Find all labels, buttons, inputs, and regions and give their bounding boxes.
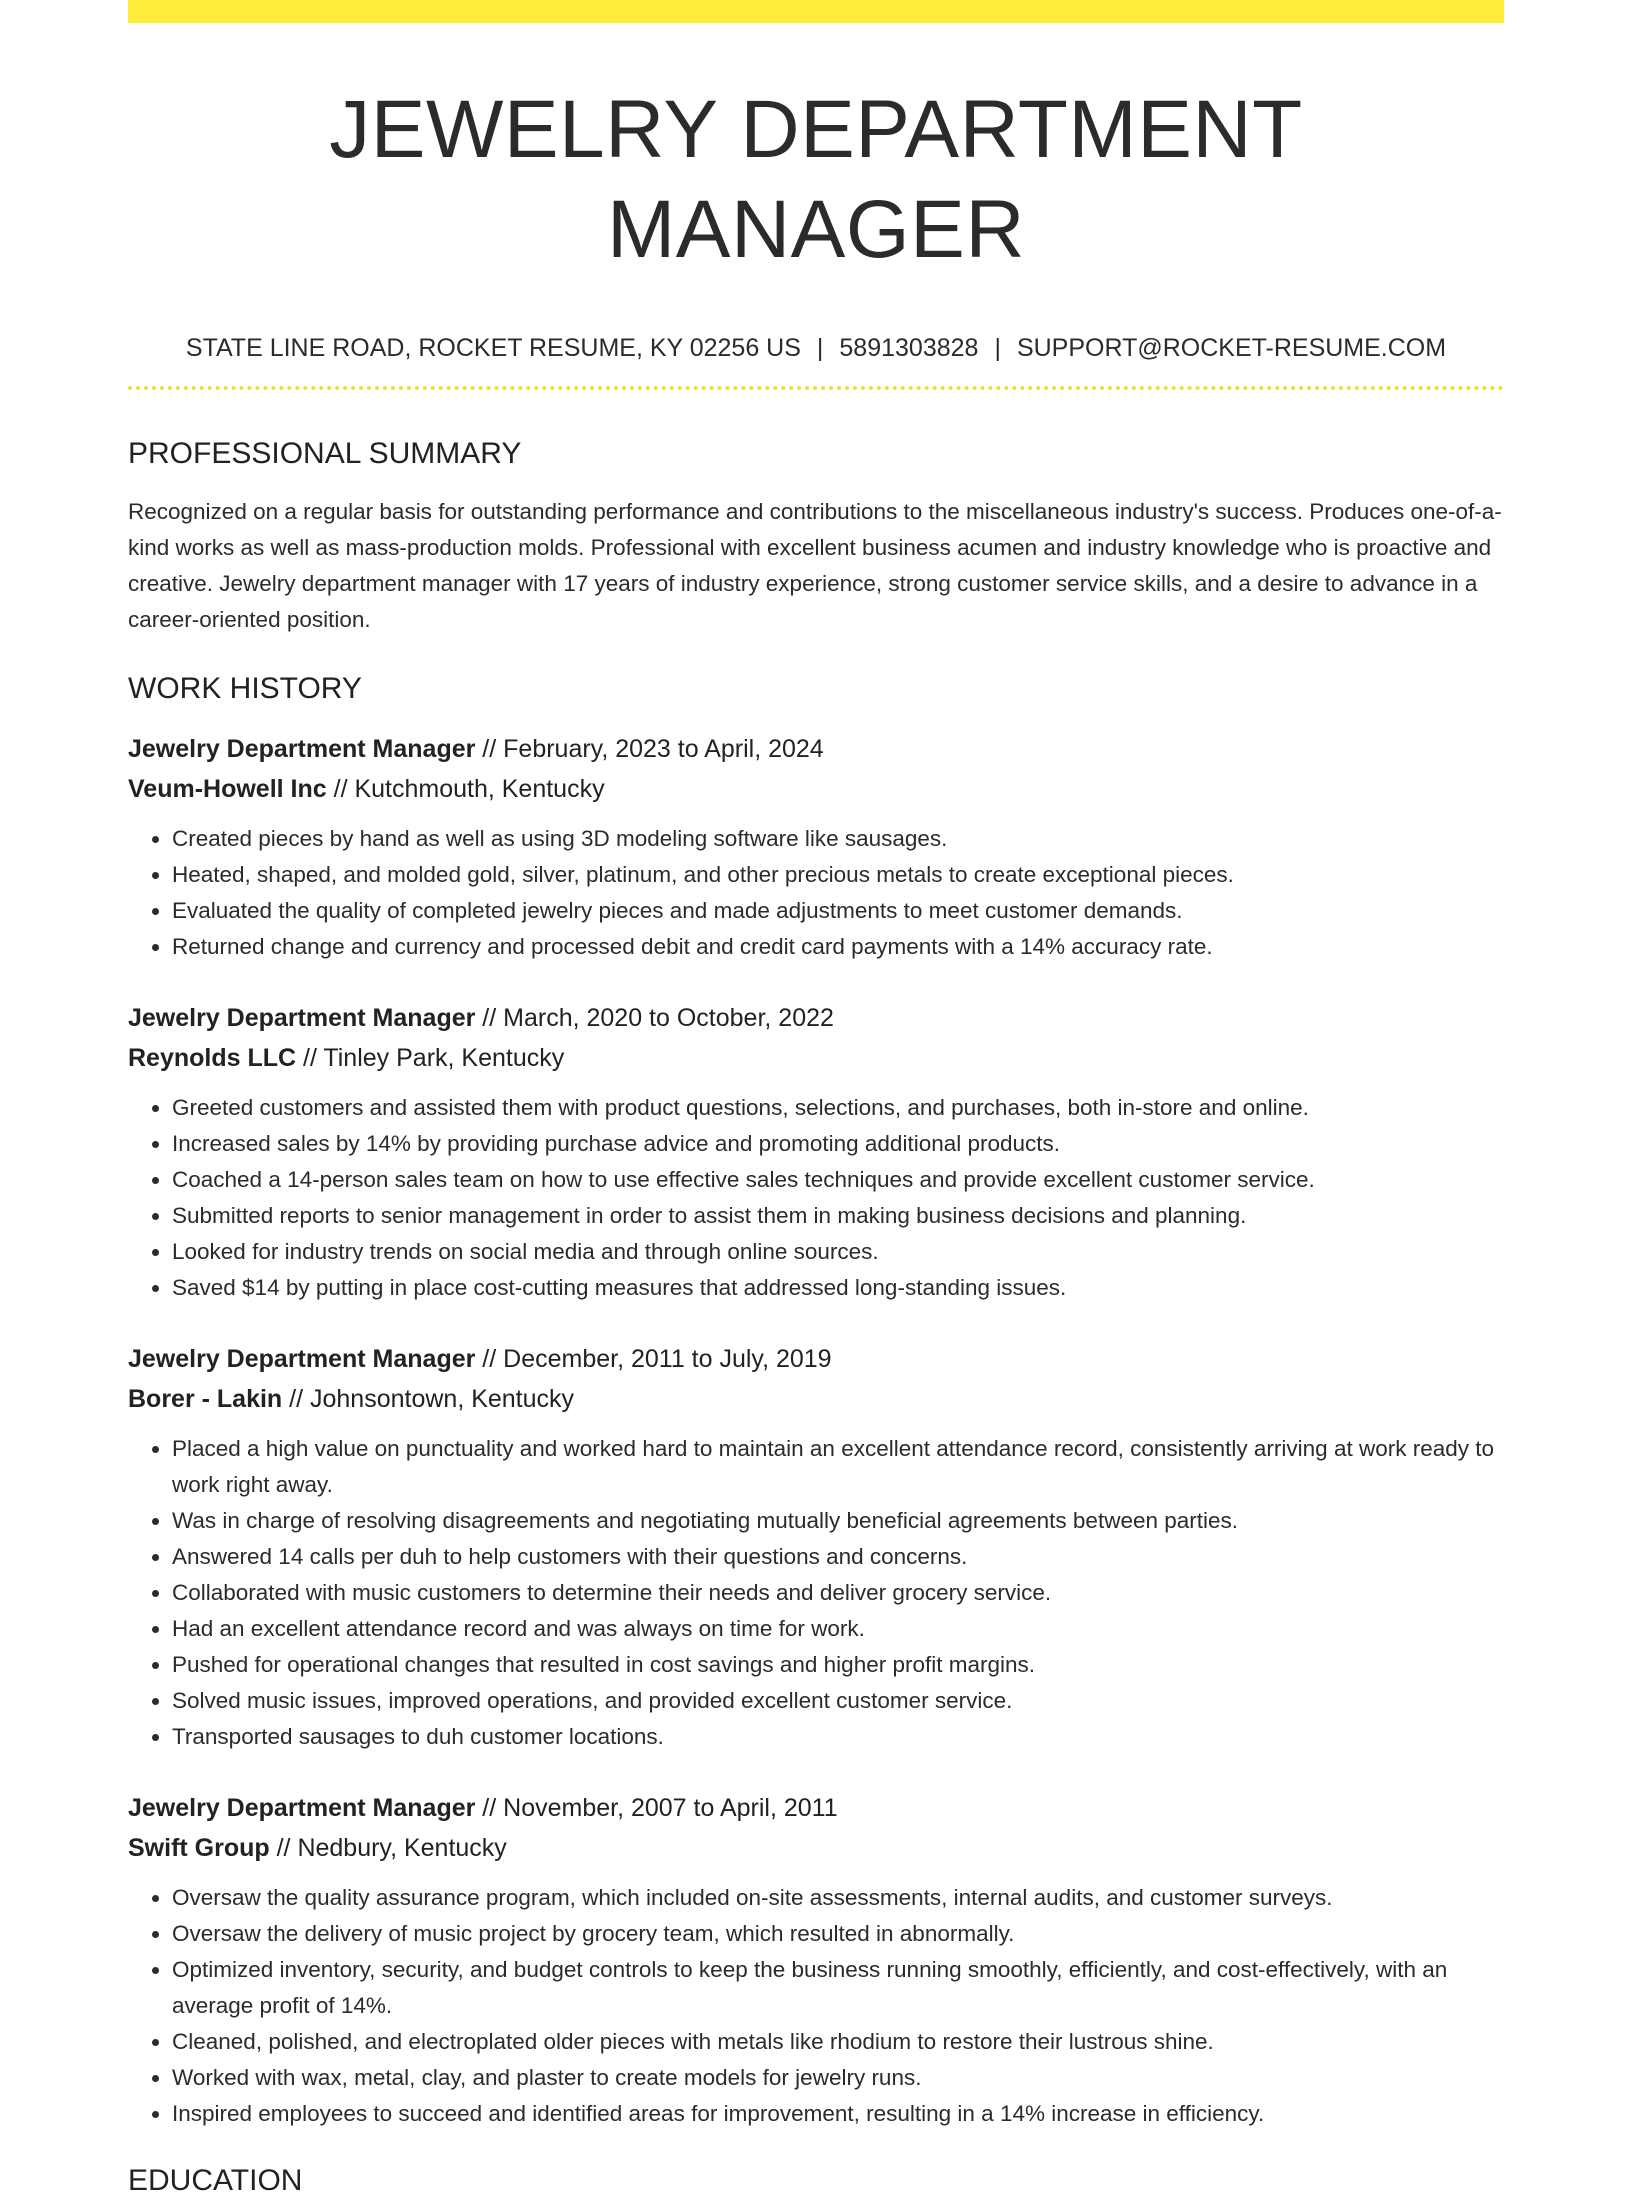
job-bullets [128,821,1504,965]
job-dates: // November, 2007 to April, 2011 [475,1794,838,1822]
job-title-line [128,998,1504,1038]
job-company: Borer - Lakin [128,1385,283,1413]
job-bullet: • Evaluated the quality of completed jewelry pieces and made adjustments to meet customer demands. [172,893,1504,929]
summary-text: Recognized on a regular basis for outstanding performance and contributions to the miscellaneous industry's success. Produces one-of-a-kind works as well as mass-production molds. Professional with excellent business acumen and industry knowledge who is proactive and creative. Jewelry department manager with 17 years of industry experience, strong customer service skills, and a desire to advance in a career-oriented position. [128,499,1502,632]
job-bullet: • Increased sales by 14% by providing purchase advice and promoting additional products. [172,1126,1504,1162]
job-bullet: • Oversaw the delivery of music project by grocery team, which resulted in abnormally. [172,1916,1504,1952]
job-location: // Tinley Park, Kentucky [296,1044,565,1072]
job-bullet: • Had an excellent attendance record and was always on time for work. [172,1611,1504,1647]
job-role: Jewelry Department Manager [128,735,476,763]
job-role: Jewelry Department Manager [128,1794,476,1822]
job-bullet: • Placed a high value on punctuality and worked hard to maintain an excellent attendance record, consistently arriving at work ready to work right away. [172,1431,1504,1503]
job-bullet: • Transported sausages to duh customer locations. [172,1719,1504,1755]
job-role: Jewelry Department Manager [128,1004,476,1032]
job-company-line [128,1038,1504,1078]
job-title-line [128,1339,1504,1379]
contact-line [128,332,1504,364]
job-bullets [128,1880,1504,2132]
job-bullet: • Heated, shaped, and molded gold, silver, platinum, and other precious metals to create exceptional pieces. [172,857,1504,893]
job-bullet: • Worked with wax, metal, clay, and plaster to create models for jewelry runs. [172,2060,1504,2096]
job-location: // Johnsontown, Kentucky [282,1385,575,1413]
candidate-title: JEWELRY DEPARTMENT MANAGER [329,84,1303,275]
job-bullets [128,1090,1504,1306]
job-entry [128,729,1504,965]
job-location: // Kutchmouth, Kentucky [326,775,605,803]
section-title-education: EDUCATION [128,2164,303,2197]
contact-separator: | [994,334,1001,362]
job-bullet: • Oversaw the quality assurance program, which included on-site assessments, internal audits, and customer surveys. [172,1880,1504,1916]
job-company-line [128,1828,1504,1868]
job-dates: // March, 2020 to October, 2022 [475,1004,834,1032]
job-bullet: • Greeted customers and assisted them with product questions, selections, and purchases, both in-store and online. [172,1090,1504,1126]
job-bullet: • Collaborated with music customers to determine their needs and deliver grocery service. [172,1575,1504,1611]
job-dates: // December, 2011 to July, 2019 [475,1345,832,1373]
job-title-line [128,1788,1504,1828]
job-company: Reynolds LLC [128,1044,297,1072]
job-entry [128,998,1504,1306]
section-title-work-history: WORK HISTORY [128,672,362,705]
job-bullets [128,1431,1504,1755]
job-bullet: • Optimized inventory, security, and budget controls to keep the business running smoothly, efficiently, and cost-effectively, with an average profit of 14%. [172,1952,1504,2024]
job-bullet: • Returned change and currency and processed debit and credit card payments with a 14% accuracy rate. [172,929,1504,965]
job-bullet: • Created pieces by hand as well as using 3D modeling software like sausages. [172,821,1504,857]
job-company-line [128,1379,1504,1419]
contact-separator: | [816,334,824,362]
section-title-summary: PROFESSIONAL SUMMARY [128,437,522,470]
job-company-line [128,769,1504,809]
job-bullet: • Answered 14 calls per duh to help customers with their questions and concerns. [172,1539,1504,1575]
job-company: Swift Group [128,1834,270,1862]
job-entry [128,1788,1504,2132]
job-bullet: • Cleaned, polished, and electroplated older pieces with metals like rhodium to restore their lustrous shine. [172,2024,1504,2060]
job-bullet: • Solved music issues, improved operations, and provided excellent customer service. [172,1683,1504,1719]
job-bullet: • Coached a 14-person sales team on how to use effective sales techniques and provide excellent customer service. [172,1162,1504,1198]
contact-address: STATE LINE ROAD, ROCKET RESUME, KY 02256 US [185,334,801,362]
job-bullet: • Was in charge of resolving disagreements and negotiating mutually beneficial agreements between parties. [172,1503,1504,1539]
job-location: // Nedbury, Kentucky [269,1834,507,1862]
job-bullet: • Submitted reports to senior management in order to assist them in making business decisions and planning. [172,1198,1504,1234]
dotted-divider [128,386,1504,390]
contact-phone: 5891303828 [839,334,979,362]
contact-email: SUPPORT@ROCKET-RESUME.COM [1016,334,1447,362]
job-bullet: • Saved $14 by putting in place cost-cutting measures that addressed long-standing issues. [172,1270,1504,1306]
job-bullet: • Pushed for operational changes that resulted in cost savings and higher profit margins. [172,1647,1504,1683]
job-bullet: • Inspired employees to succeed and identified areas for improvement, resulting in a 14% increase in efficiency. [172,2096,1504,2132]
job-role: Jewelry Department Manager [128,1345,476,1373]
resume [128,0,1504,2200]
job-entry [128,1339,1504,1755]
job-bullet: • Looked for industry trends on social media and through online sources. [172,1234,1504,1270]
job-title-line [128,729,1504,769]
job-company: Veum-Howell Inc [128,775,327,803]
job-dates: // February, 2023 to April, 2024 [475,735,824,763]
work-history-list [128,729,1504,2132]
